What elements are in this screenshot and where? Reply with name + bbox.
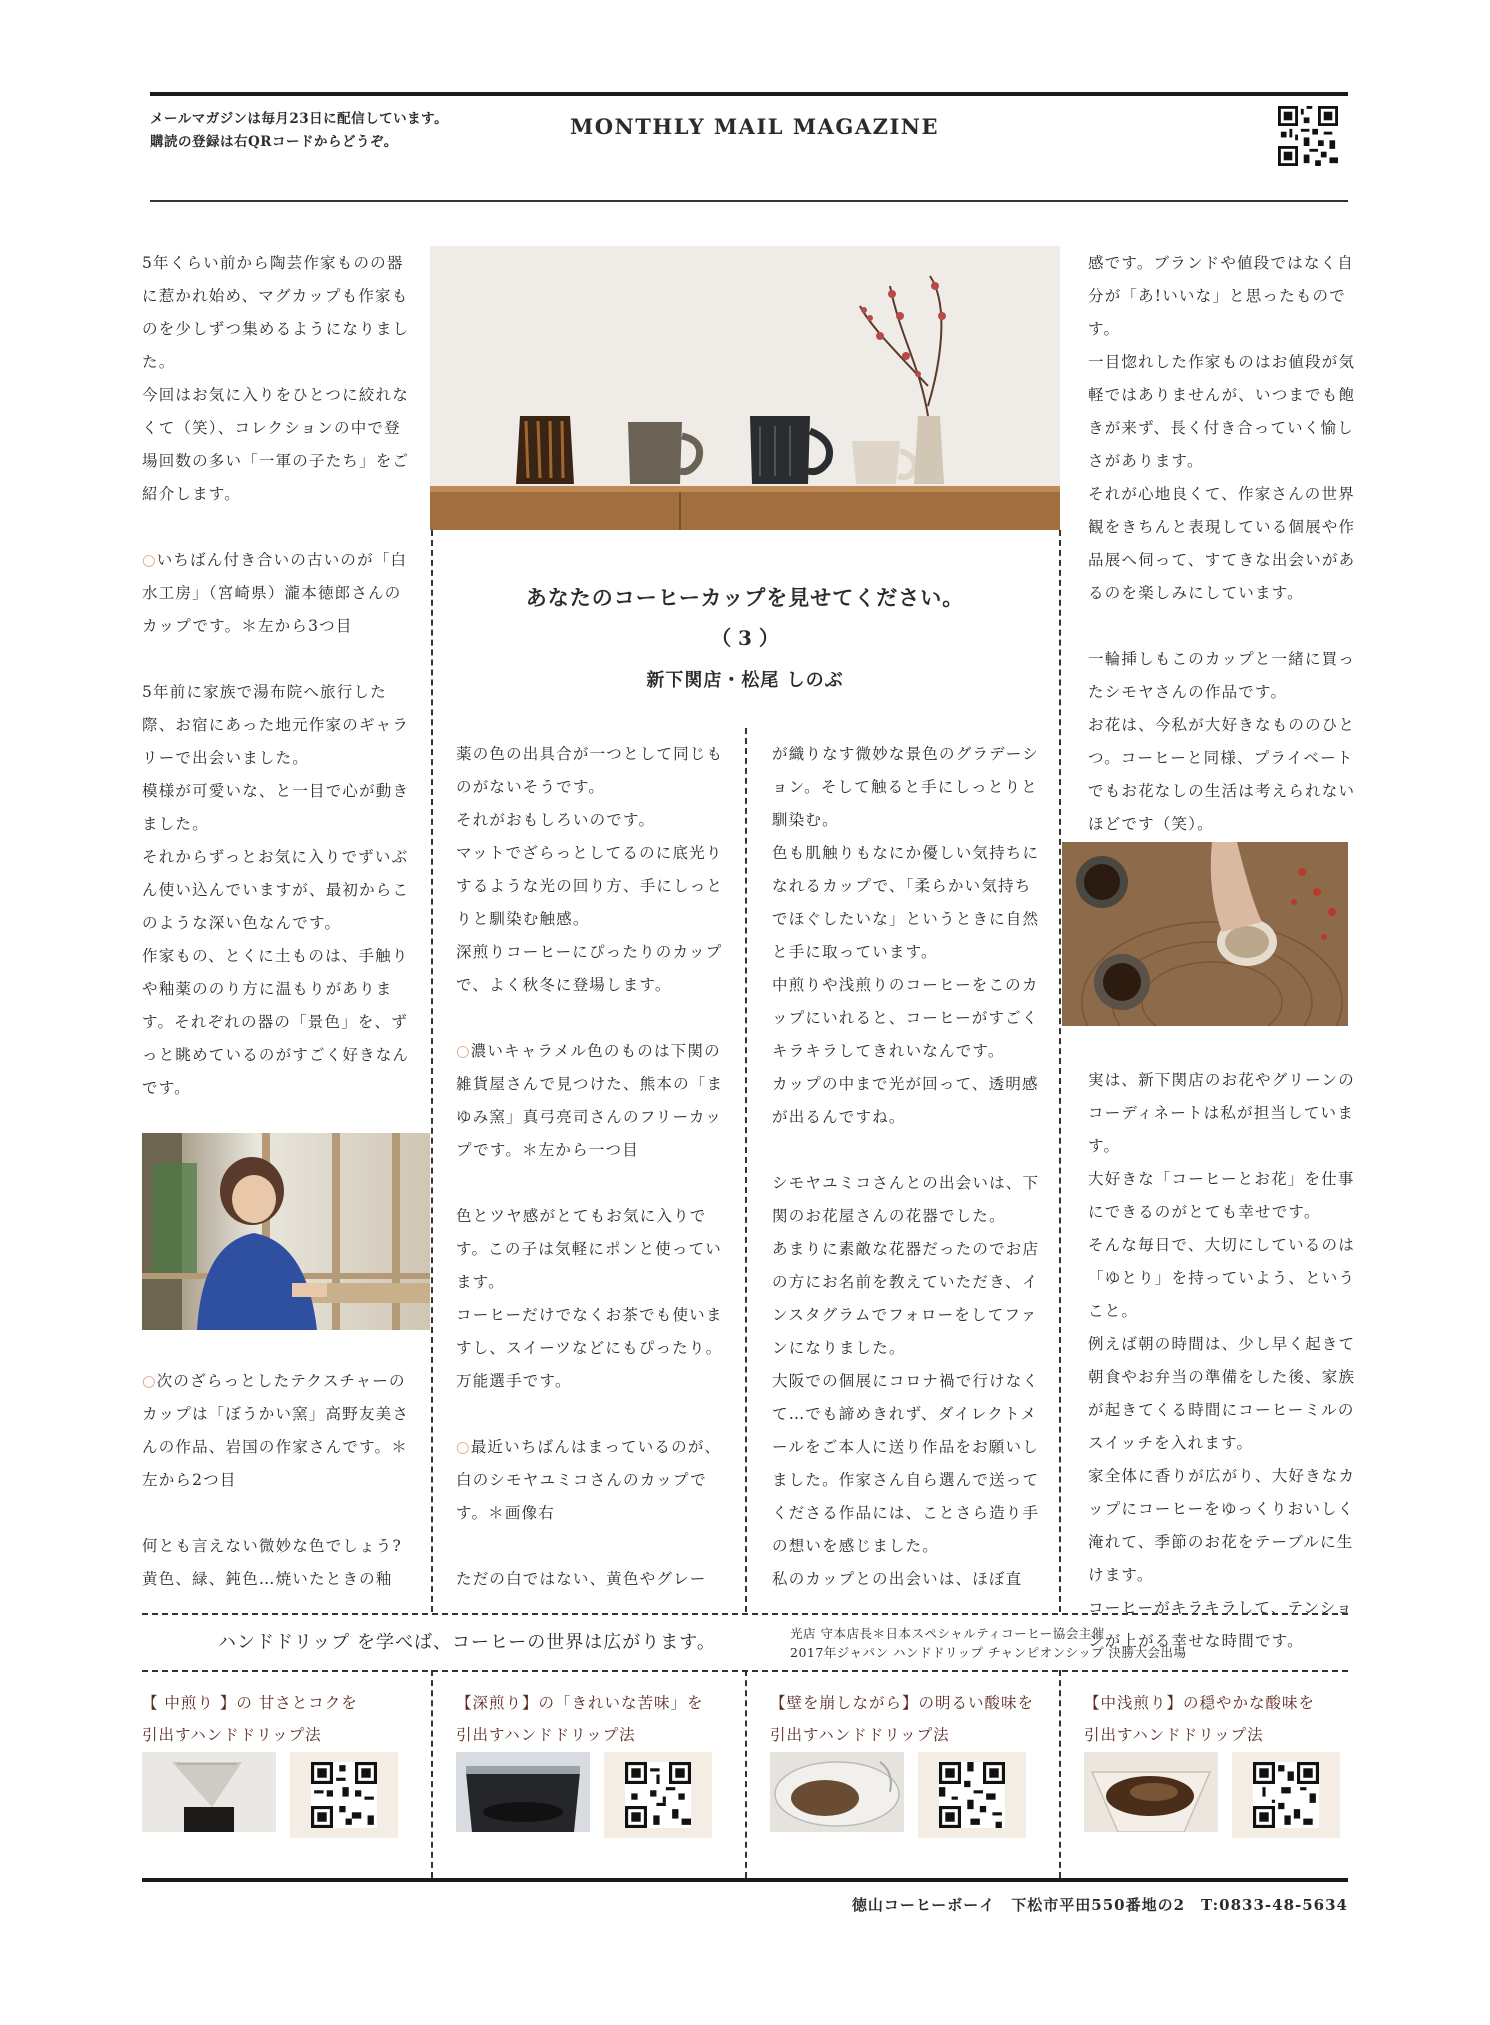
col1-paragraph: いちばん付き合いの古いのが「白水工房」（宮崎県）瀧本徳郎さんのカップです。＊左から3つ目: [142, 551, 408, 635]
handdrip-item-label[interactable]: 【壁を崩しながら】の明るい酸味を 引出すハンドドリップ法: [770, 1694, 1035, 1744]
column-1: [142, 247, 410, 1138]
header-note: メールマガジンは毎月23日に配信しています。 購読の登録は右QRコードからどうぞ。: [150, 111, 449, 150]
col2-bullet-paragraph: [456, 1035, 724, 1167]
handdrip-top-dash: [142, 1613, 1348, 1615]
handdrip-divider-2: [745, 1670, 747, 1878]
header-qr-code[interactable]: [1278, 106, 1338, 166]
handdrip-credit: 光店 守本店長＊日本スペシャルティコーヒー協会主催 2017年ジャパン ハンドドリップ チャンピオンシップ 決勝大会出場: [790, 1626, 1187, 1660]
qr-code-icon: [311, 1762, 377, 1828]
col1-paragraph: 5年くらい前から陶芸作家ものの器に惹かれ始め、マグカップも作家ものを少しずつ集めるようになりました。 今回はお気に入りをひとつに絞れなくて（笑）、コレクションの中で登場回数の多い「一軍の子たち」をご紹介します。: [142, 254, 410, 503]
footer-rule: [142, 1878, 1348, 1882]
col4-paragraph: 感です。ブランドや値段ではなく自分が「あ!いいな」と思ったものです。 一目惚れした作家ものはお値段が気軽ではありませんが、いつまでも飽きが来ず、長く付き合っていく愉しさがあります。 それが心地良くて、作家さんの世界観をきちんと表現している個展や作品展へ伺って、すてきな出会いがあるのを楽しみにしています。: [1088, 254, 1356, 602]
bullet-ring-icon: ○: [456, 1438, 471, 1456]
column-4-lower: [1088, 1064, 1356, 1658]
col4-paragraph: 実は、新下関店のお花やグリーンのコーディネートは私が担当しています。 大好きな「コーヒーとお花」を仕事にできるのがとても幸せです。 そんな毎日で、大切にしているのは「ゆとり」を持っていよう、ということ。 例えば朝の時間は、少し早く起きて朝食やお弁当の準備をした後、家族が起きてくる時間にコーヒーミルのスイッチを入れます。 家全体に香りが広がり、大好きなカップにコーヒーをゆっくりおいしく淹れて、季節のお花をテーブルに生けます。 コーヒーがキラキラして、テンションが上がる幸せな時間です。: [1088, 1071, 1356, 1650]
column-3: [772, 738, 1040, 1596]
handdrip-headline: ハンドドリップ を学べば、コーヒーの世界は広がります。: [218, 1632, 716, 1653]
col1-bullet-paragraph: [142, 1365, 410, 1497]
coffee-cups-photo: [430, 246, 1060, 530]
hand-cup-photo: [1062, 842, 1348, 1026]
handdrip-item-qr[interactable]: [918, 1752, 1026, 1838]
handdrip-item-photo: [142, 1752, 276, 1832]
portrait-photo: [142, 1133, 430, 1330]
bullet-ring-icon: ○: [142, 1372, 157, 1390]
handdrip-item-photo: [1084, 1752, 1218, 1832]
handdrip-item-label[interactable]: 【中浅煎り】の穏やかな酸味を 引出すハンドドリップ法: [1084, 1694, 1316, 1744]
header-top-rule: [150, 92, 1348, 96]
header-bottom-rule: [150, 200, 1348, 202]
qr-code-icon: [1253, 1762, 1319, 1828]
handdrip-item-qr[interactable]: [290, 1752, 398, 1838]
handdrip-item-qr[interactable]: [1232, 1752, 1340, 1838]
col1-paragraph: 5年前に家族で湯布院へ旅行した際、お宿にあった地元作家のギャラリーで出会いました。 模様が可愛いな、と一目で心が動きました。 それからずっとお気に入りでずいぶん使い込んでいますが、最初からこのような深い色なんです。 作家もの、とくに土ものは、手触りや釉薬ののり方に温もりがあります。それぞれの器の「景色」を、ずっと眺めているのがすごく好きなんです。: [142, 683, 410, 1097]
handdrip-item-photo: [456, 1752, 590, 1832]
col2-paragraph: 最近いちばんはまっているのが、白のシモヤユミコさんのカップです。＊画像右: [456, 1438, 722, 1522]
footer-address: 徳山コーヒーボーイ 下松市平田550番地の2 T:0833-48-5634: [851, 1896, 1348, 1914]
handdrip-item-qr[interactable]: [604, 1752, 712, 1838]
column-1-lower: [142, 1365, 410, 1596]
col2-paragraph: 色とツヤ感がとてもお気に入りです。この子は気軽にポンと使っています。 コーヒーだけでなくお茶でも使いますし、スイーツなどにもぴったり。万能選手です。: [456, 1207, 723, 1390]
col2-paragraph: 薬の色の出具合が一つとして同じものがないそうです。 それがおもしろいのです。 マットでざらっとしてるのに底光りするような光の回り方、手にしっとりと馴染む触感。 深煎りコーヒーにぴったりのカップで、よく秋冬に登場します。: [456, 745, 724, 994]
bullet-ring-icon: ○: [142, 551, 157, 569]
col3-paragraph: が織りなす微妙な景色のグラデーション。そして触ると手にしっとりと馴染む。 色も肌触りもなにか優しい気持ちになれるカップで、「柔らかい気持ちでほぐしたいな」というときに自然と手に取っています。 中煎りや浅煎りのコーヒーをこのカップにいれると、コーヒーがすごくキラキラしてきれいなんです。 カップの中まで光が回って、透明感が出るんですね。: [772, 745, 1040, 1126]
article-title: あなたのコーヒーカップを見せてください。: [525, 585, 965, 610]
qr-code-icon: [1278, 106, 1338, 166]
handdrip-item-photo: [770, 1752, 904, 1832]
col1-paragraph: 何とも言えない微妙な色でしょう? 黄色、緑、鈍色…焼いたときの釉: [142, 1537, 403, 1588]
center-frame-left-dash: [431, 530, 433, 1612]
col1-bullet-paragraph: [142, 544, 410, 643]
col2-paragraph: 濃いキャラメル色のものは下関の雑貨屋さんで見つけた、熊本の「まゆみ窯」真弓亮司さんのフリーカップです。＊左から一つ目: [456, 1042, 724, 1159]
col4-paragraph: 一輪挿しもこのカップと一緒に買ったシモヤさんの作品です。 お花は、今私が大好きなもののひとつ。コーヒーと同様、プライベートでもお花なしの生活は考えられないほどです（笑）。: [1088, 650, 1356, 833]
center-frame-right-dash: [1059, 530, 1061, 1612]
center-divider-dash: [745, 728, 747, 1612]
column-4: [1088, 247, 1356, 841]
col3-paragraph: シモヤユミコさんとの出会いは、下関のお花屋さんの花器でした。 あまりに素敵な花器だったのでお店の方にお名前を教えていただき、インスタグラムでフォローをしてファンになりました。 大阪での個展にコロナ禍で行けなくて…でも諦めきれず、ダイレクトメールをご本人に送り作品をお願いしました。作家さん自ら選んで送ってくださる作品には、ことさら造り手の想いを感じました。 私のカップとの出会いは、ほぼ直: [772, 1174, 1040, 1588]
qr-code-icon: [939, 1762, 1005, 1828]
masthead-title: MONTHLY MAIL MAGAZINE: [570, 114, 939, 139]
handdrip-divider-1: [431, 1670, 433, 1878]
column-2: [456, 738, 724, 1596]
col2-bullet-paragraph: [456, 1431, 724, 1530]
bullet-ring-icon: ○: [456, 1042, 471, 1060]
col2-paragraph: ただの白ではない、黄色やグレー: [456, 1570, 707, 1588]
handdrip-divider-3: [1059, 1670, 1061, 1878]
article-author: 新下関店・松尾 しのぶ: [646, 670, 844, 691]
col1-paragraph: 次のざらっとしたテクスチャーのカップは「ぼうかい窯」高野友美さんの作品、岩国の作家さんです。＊左から2つ目: [142, 1372, 410, 1489]
handdrip-item-label[interactable]: 【 中煎り 】の 甘さとコクを 引出すハンドドリップ法: [142, 1694, 358, 1744]
qr-code-icon: [625, 1762, 691, 1828]
article-number: （ 3 ）: [711, 626, 779, 650]
handdrip-item-label[interactable]: 【深煎り】の「きれいな苦味」を 引出すハンドドリップ法: [456, 1694, 704, 1744]
